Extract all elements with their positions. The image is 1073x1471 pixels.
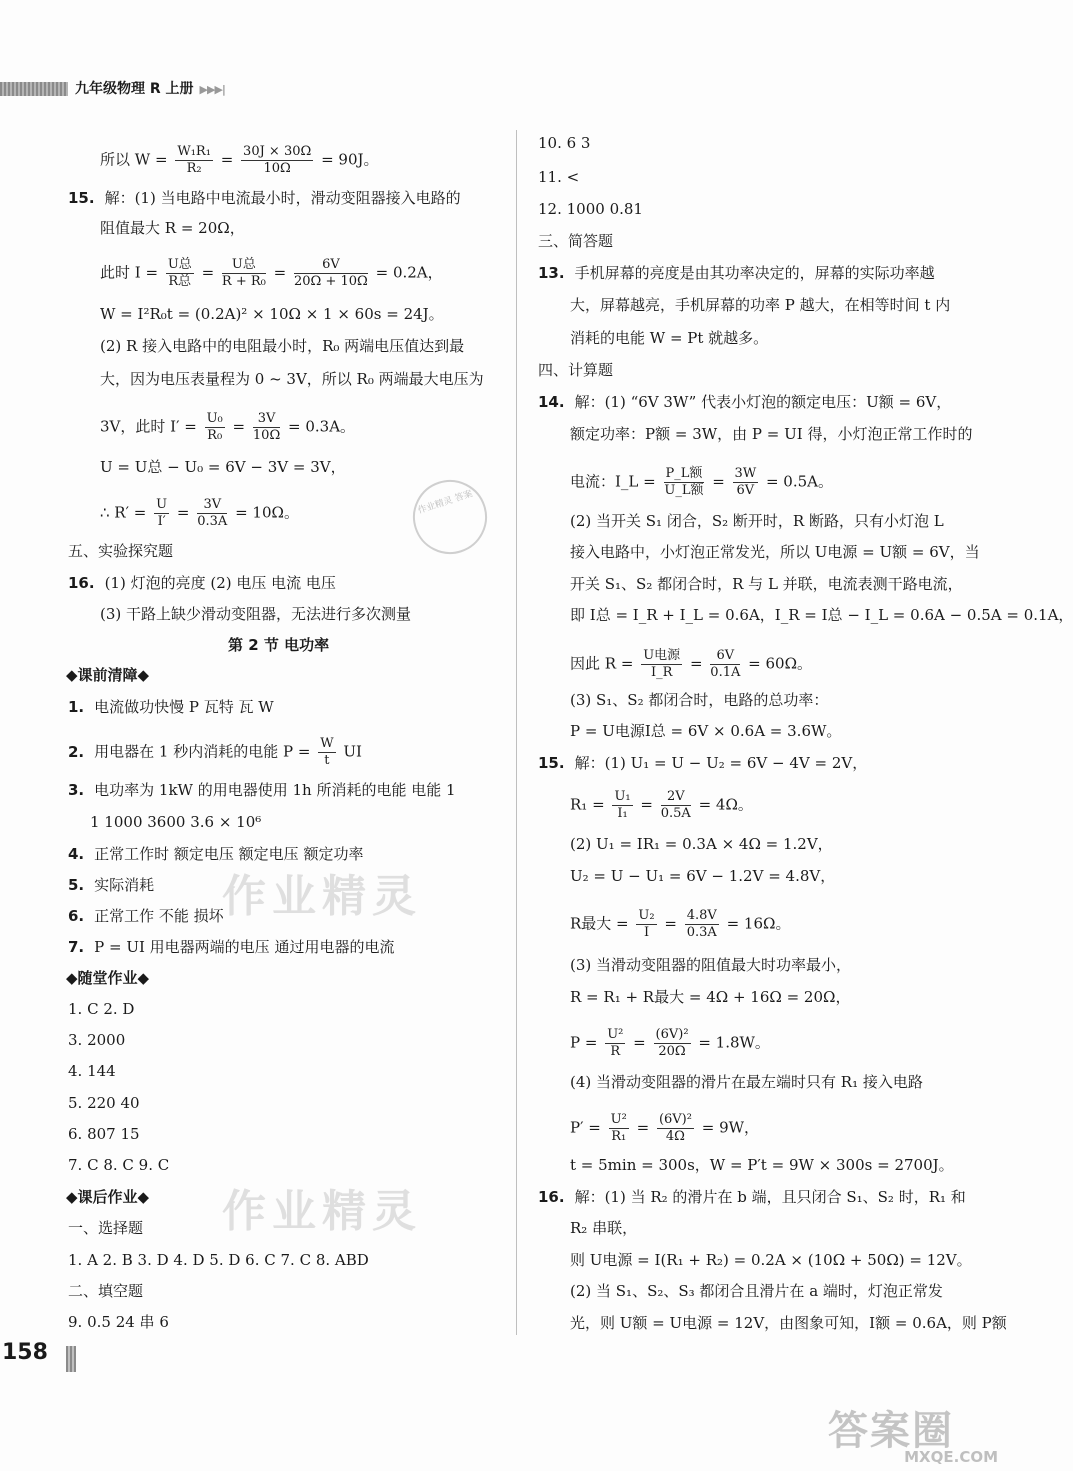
answer-b7: 7. C 8. C 9. C <box>68 1156 170 1174</box>
logo-url: MXQE.COM <box>904 1448 998 1466</box>
section-fill: 二、填空题 <box>68 1282 144 1300</box>
q15-line2: 阻值最大 R = 20Ω， <box>100 219 245 237</box>
q16r-line5: 光，则 U额 = U电源 = 12V，由图象可知，I额 = 0.6A，则 P额 <box>570 1314 1007 1332</box>
answer-b5: 5. 220 40 <box>68 1094 140 1112</box>
watermark-2: 作业精灵 <box>222 1186 422 1237</box>
eq-w2: 所以 W = $\frac{\text{W₁R₁}}{\text{R₂}}$ = $\frac{30J \times 30\Omega}{10\Omega}$ = 90J。 <box>100 144 379 176</box>
answer-1: 1. 电流做功快慢 P 瓦特 瓦 W <box>68 698 274 716</box>
answer-b4: 4. 144 <box>68 1062 116 1080</box>
q14-resistance-eq: 因此 R = $\frac{\text{U电源}}{I\_R}$ = $\frac{6V}{0.1A}$ = 60Ω。 <box>570 648 813 680</box>
watermark-1: 作业精灵 <box>222 871 422 922</box>
site-logo <box>828 1410 998 1468</box>
page-number-text: 158 <box>2 1340 48 1365</box>
q15r-rmax-eq: R最大 = $\frac{\text{U₂}}{I}$ = $\frac{4.8V}{0.3A}$ = 16Ω。 <box>570 908 791 940</box>
answer-12: 12. 1000 0.81 <box>538 200 643 218</box>
q14-line9: (3) S₁、S₂ 都闭合时，电路的总功率： <box>570 691 829 709</box>
q14-line6: 开关 S₁、S₂ 都闭合时，R 与 L 并联，电流表测干路电流， <box>570 575 963 593</box>
q15r-r1-eq: R₁ = $\frac{\text{U₁}}{\text{I₁}}$ = $\frac{2V}{0.5A}$ = 4Ω。 <box>570 789 753 821</box>
answer-5: 5. 实际消耗 <box>68 876 155 894</box>
answer-b3: 3. 2000 <box>68 1031 126 1049</box>
answer-2: 2. 用电器在 1 秒内消耗的电能 P = $\frac{W}{t}$ UI <box>68 736 362 768</box>
answer-choice: 1. A 2. B 3. D 4. D 5. D 6. C 7. C 8. ABD <box>68 1251 369 1269</box>
answer-7: 7. P = UI 用电器两端的电压 通过用电器的电流 <box>68 938 395 956</box>
heading-afterclass: ◆课后作业◆ <box>66 1188 150 1206</box>
q16-line2: (3) 干路上缺少滑动变阻器，无法进行多次测量 <box>100 605 412 623</box>
running-header <box>0 78 300 100</box>
q15-resistance-eq: ∴ R′ = $\frac{U}{I'}$ = $\frac{3V}{0.3A}$ = 10Ω。 <box>100 497 299 529</box>
q14-line4: (2) 当开关 S₁ 闭合，S₂ 断开时，R 断路，只有小灯泡 L <box>570 512 944 530</box>
q15-current-eq: 此时 I = $\frac{\text{U总}}{\text{R总}}$ = $\frac{\text{U总}}{\text{R + R₀}}$ = $\frac{6V}{20\Omega + 10\Omega}$ = 0.2A， <box>100 257 443 289</box>
q16r-line4: (2) 当 S₁、S₂、S₃ 都闭合且滑片在 a 端时，灯泡正常发 <box>570 1282 943 1300</box>
section-calculation: 四、计算题 <box>538 361 614 379</box>
q15r-line7: R = R₁ + R最大 = 4Ω + 16Ω = 20Ω， <box>570 988 851 1006</box>
page-number <box>0 1338 80 1374</box>
q15r-power-eq: P = $\frac{\text{U²}}{R}$ = $\frac{\text{(6V)²}}{20\Omega}$ = 1.8W。 <box>570 1027 770 1059</box>
q15r-line6: (3) 当滑动变阻器的阻值最大时功率最小， <box>570 956 852 974</box>
q15r-line3: (2) U₁ = IR₁ = 0.3A × 4Ω = 1.2V， <box>570 835 833 853</box>
q15r-line9: (4) 当滑动变阻器的滑片在最左端时只有 R₁ 接入电路 <box>570 1073 923 1091</box>
watermark-stamp: 作业精灵 答案 <box>403 470 496 563</box>
logo-text: 答案圈 <box>828 1408 954 1454</box>
q15r-line1: 15. 解：(1) U₁ = U − U₂ = 6V − 4V = 2V， <box>538 754 868 772</box>
q14-line5: 接入电路中，小灯泡正常发光，所以 U电源 = U额 = 6V，当 <box>570 543 980 561</box>
q14-current-eq: 电流：I_L = $\frac{\text{P\_L额}}{\text{U\_L额}}$ = $\frac{3W}{6V}$ = 0.5A。 <box>570 466 833 498</box>
q15-line5: (2) R 接入电路中的电阻最小时，R₀ 两端电压值达到最 <box>100 337 465 355</box>
q15-voltage-eq: U = U总 − U₀ = 6V − 3V = 3V， <box>100 458 346 476</box>
section-choice: 一、选择题 <box>68 1219 144 1237</box>
q15-current2-eq: 3V，此时 I′ = $\frac{\text{U₀}}{\text{R₀}}$ = $\frac{3V}{10\Omega}$ = 0.3A。 <box>100 411 356 443</box>
heading-inclass: ◆随堂作业◆ <box>66 969 150 987</box>
q13-line3: 消耗的电能 W = Pt 就越多。 <box>570 329 769 347</box>
q16r-line2: R₂ 串联， <box>570 1219 638 1237</box>
answer-6: 6. 正常工作 不能 损坏 <box>68 907 224 925</box>
q13-line2: 大，屏幕越亮，手机屏幕的功率 P 越大，在相等时间 t 内 <box>570 296 951 314</box>
answer-3: 3. 电功率为 1kW 的用电器使用 1h 所消耗的电能 电能 1 <box>68 781 456 799</box>
header-decor-bar <box>0 82 68 96</box>
q14-line7: 即 I总 = I_R + I_L = 0.6A，I_R = I总 − I_L = 0.6A − 0.5A = 0.1A， <box>570 606 1073 624</box>
q15r-line4: U₂ = U − U₁ = 6V − 1.2V = 4.8V， <box>570 867 836 885</box>
q15r-line11: t = 5min = 300s，W = P′t = 9W × 300s = 2700J。 <box>570 1156 954 1174</box>
answer-b6: 6. 807 15 <box>68 1125 140 1143</box>
q16r-line3: 则 U电源 = I(R₁ + R₂) = 0.2A × (10Ω + 50Ω) = 12V。 <box>570 1251 972 1269</box>
page-number-decor <box>66 1346 76 1372</box>
q14-line2: 额定功率：P额 = 3W，由 P = UI 得，小灯泡正常工作时的 <box>570 425 973 443</box>
answer-3b: 1 1000 3600 3.6 × 10⁶ <box>90 813 262 831</box>
q13-line1: 13. 手机屏幕的亮度是由其功率决定的，屏幕的实际功率越 <box>538 264 935 282</box>
heading-preclass: ◆课前清障◆ <box>66 666 150 684</box>
q14-power-eq: P = U电源I总 = 6V × 0.6A = 3.6W。 <box>570 722 842 740</box>
column-divider <box>516 130 517 1335</box>
answer-11: 11. < <box>538 168 580 186</box>
answer-4: 4. 正常工作时 额定电压 额定电压 额定功率 <box>68 845 364 863</box>
q14-line1: 14. 解：(1) “6V 3W” 代表小灯泡的额定电压：U额 = 6V， <box>538 393 952 411</box>
q16-line1: 16. (1) 灯泡的亮度 (2) 电压 电流 电压 <box>68 574 336 592</box>
answer-10: 10. 6 3 <box>538 134 591 152</box>
header-arrows-icon: ▶▶▶| <box>199 83 225 96</box>
answer-b1: 1. C 2. D <box>68 1000 135 1018</box>
q15-line1: 15. 解：(1) 当电路中电流最小时，滑动变阻器接入电路的 <box>68 189 461 207</box>
answer-fill-9: 9. 0.5 24 串 6 <box>68 1313 169 1331</box>
section-experiment: 五、实验探究题 <box>68 542 174 560</box>
q16r-line1: 16. 解：(1) 当 R₂ 的滑片在 b 端，且只闭合 S₁、S₂ 时，R₁ 和 <box>538 1188 966 1206</box>
section-short-answer: 三、简答题 <box>538 232 614 250</box>
header-title: 九年级物理 R 上册 ▶▶▶| <box>75 81 225 97</box>
section-title: 第 2 节 电功率 <box>228 636 330 654</box>
q15r-p2-eq: P′ = $\frac{\text{U²}}{\text{R₁}}$ = $\frac{\text{(6V)²}}{4\Omega}$ = 9W， <box>570 1112 760 1144</box>
q15-line6: 大，因为电压表量程为 0 ~ 3V，所以 R₀ 两端最大电压为 <box>100 370 484 388</box>
q15-work-eq: W = I²R₀t = (0.2A)² × 10Ω × 1 × 60s = 24J。 <box>100 305 444 323</box>
